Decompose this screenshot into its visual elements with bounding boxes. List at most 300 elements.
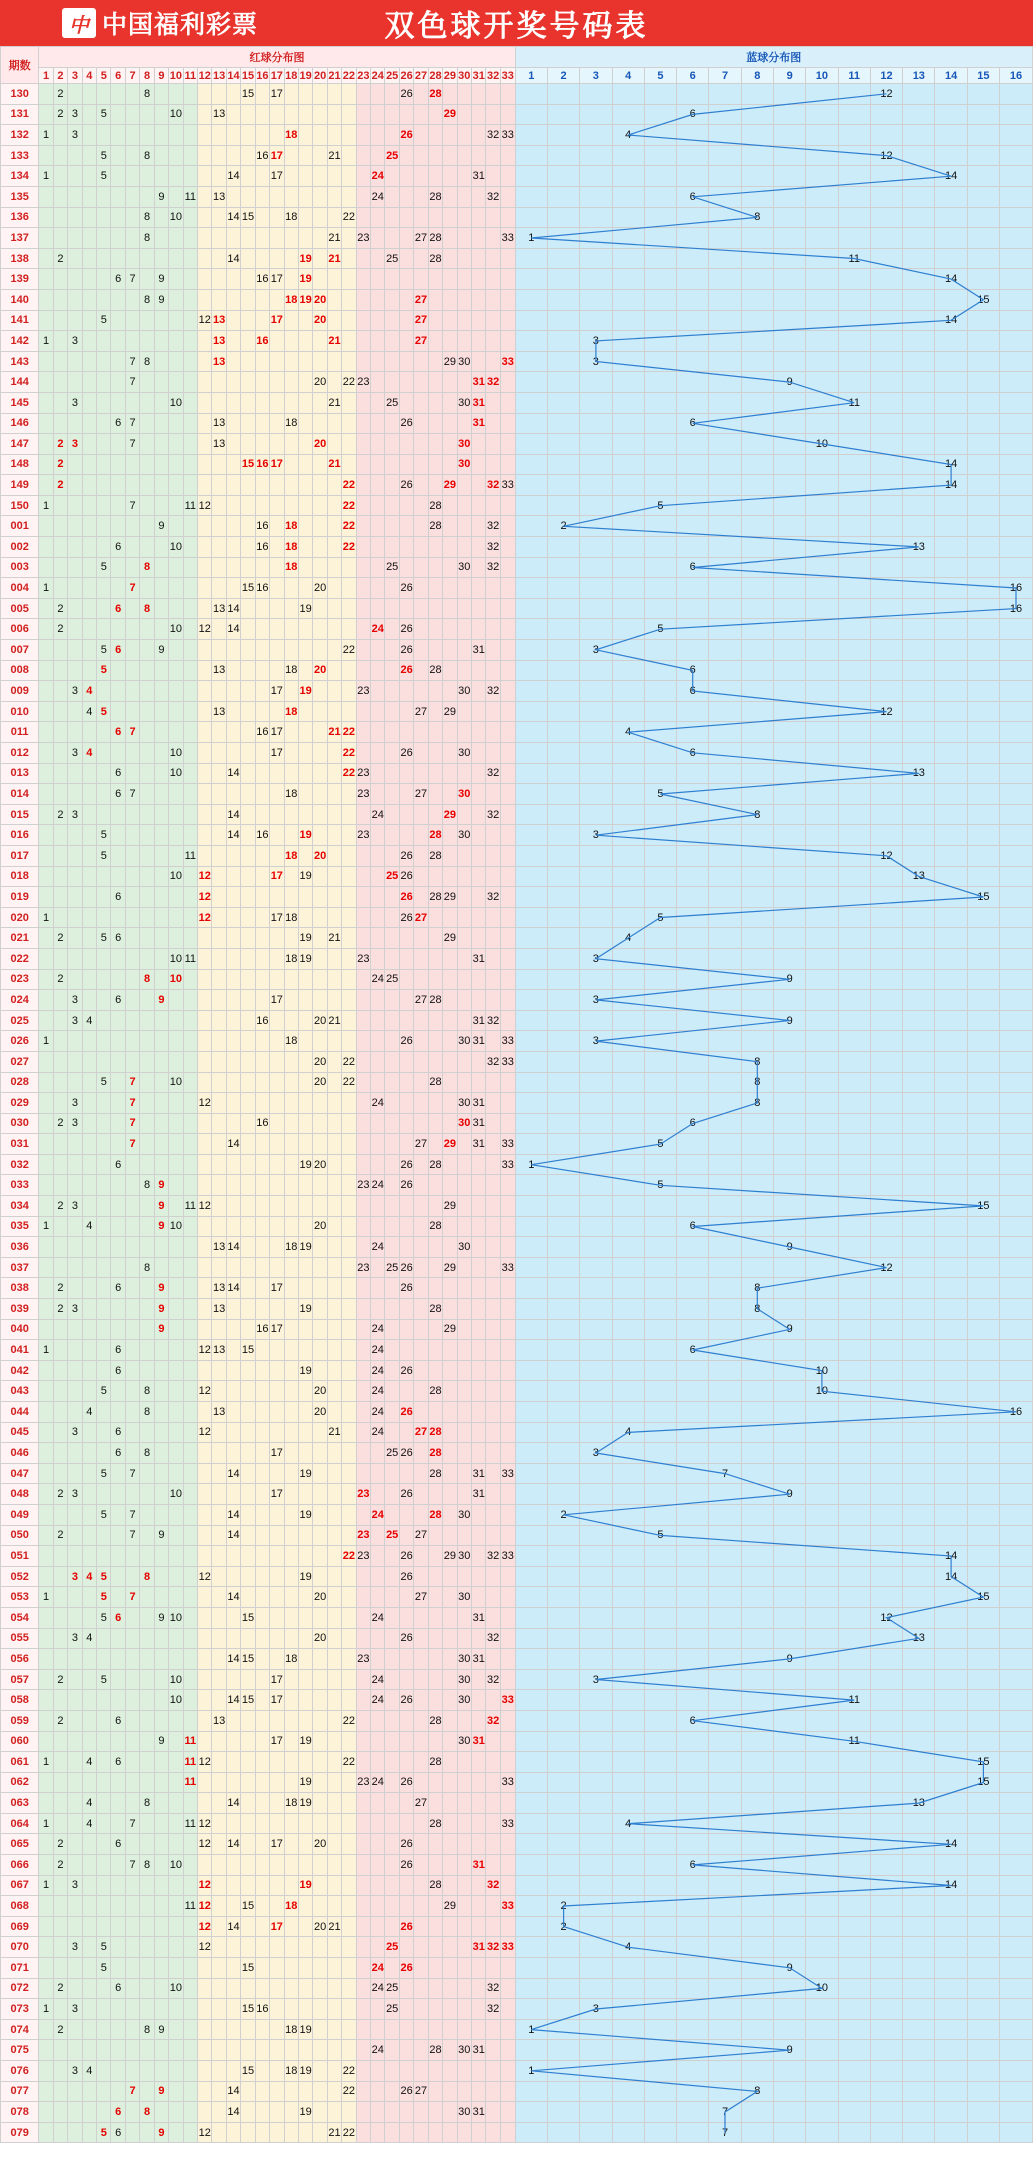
red-ball-20: 20 [313, 289, 327, 310]
red-ball-12: 12 [198, 1875, 212, 1896]
red-empty-13 [212, 578, 226, 599]
blue-empty-5 [644, 186, 676, 207]
blue-empty-2 [547, 845, 579, 866]
issue-cell: 012 [1, 743, 39, 764]
red-empty-23 [356, 1999, 370, 2020]
table-row[interactable] [1, 640, 1033, 661]
red-empty-12 [198, 598, 212, 619]
red-empty-15 [241, 516, 255, 537]
red-empty-5 [97, 1690, 111, 1711]
blue-empty-10 [806, 495, 838, 516]
blue-empty-8 [741, 1422, 773, 1443]
table-row[interactable] [1, 1443, 1033, 1464]
red-empty-21 [327, 1257, 341, 1278]
table-row[interactable] [1, 722, 1033, 743]
blue-ball-5: 5 [644, 1525, 676, 1546]
red-empty-7 [125, 1690, 139, 1711]
red-empty-23 [356, 537, 370, 558]
red-ball-32: 32 [486, 1978, 500, 1999]
red-empty-1 [39, 990, 53, 1011]
blue-empty-10 [806, 1628, 838, 1649]
red-empty-32 [486, 1113, 500, 1134]
red-empty-15 [241, 990, 255, 1011]
blue-empty-5 [644, 1587, 676, 1608]
table-row[interactable] [1, 1360, 1033, 1381]
table-row[interactable] [1, 248, 1033, 269]
table-row[interactable] [1, 495, 1033, 516]
table-row[interactable] [1, 1525, 1033, 1546]
red-empty-19 [298, 125, 312, 146]
blue-empty-5 [644, 84, 676, 105]
red-empty-18 [284, 1690, 298, 1711]
red-empty-4 [82, 1607, 96, 1628]
table-row[interactable] [1, 1463, 1033, 1484]
red-empty-20 [313, 1319, 327, 1340]
blue-empty-11 [838, 1875, 870, 1896]
table-row[interactable] [1, 557, 1033, 578]
table-row[interactable] [1, 1813, 1033, 1834]
red-empty-4 [82, 413, 96, 434]
table-row[interactable] [1, 1587, 1033, 1608]
blue-empty-10 [806, 825, 838, 846]
table-row[interactable] [1, 1257, 1033, 1278]
blue-empty-11 [838, 125, 870, 146]
table-row[interactable] [1, 825, 1033, 846]
blue-empty-10 [806, 598, 838, 619]
blue-empty-1 [515, 784, 547, 805]
table-row[interactable] [1, 1916, 1033, 1937]
red-ball-16: 16 [255, 537, 269, 558]
table-row[interactable] [1, 1196, 1033, 1217]
red-empty-25 [385, 1154, 399, 1175]
table-row[interactable] [1, 681, 1033, 702]
red-ball-28: 28 [428, 186, 442, 207]
table-row[interactable] [1, 351, 1033, 372]
table-row[interactable] [1, 1113, 1033, 1134]
table-row[interactable] [1, 1896, 1033, 1917]
red-empty-13 [212, 537, 226, 558]
blue-empty-8 [741, 948, 773, 969]
table-row[interactable] [1, 1649, 1033, 1670]
blue-empty-14 [935, 1649, 967, 1670]
red-empty-14 [226, 1051, 240, 1072]
table-row[interactable] [1, 269, 1033, 290]
red-empty-31 [472, 681, 486, 702]
blue-empty-7 [709, 1793, 741, 1814]
table-row[interactable] [1, 887, 1033, 908]
red-empty-8 [140, 475, 154, 496]
blue-empty-16 [1000, 1113, 1033, 1134]
red-empty-24 [371, 1196, 385, 1217]
table-row[interactable] [1, 1772, 1033, 1793]
red-empty-28 [428, 1916, 442, 1937]
table-row[interactable] [1, 804, 1033, 825]
blue-ball-3: 3 [580, 825, 612, 846]
table-row[interactable] [1, 1072, 1033, 1093]
table-row[interactable] [1, 1669, 1033, 1690]
red-ball-32: 32 [486, 475, 500, 496]
table-row[interactable] [1, 866, 1033, 887]
red-empty-5 [97, 1772, 111, 1793]
table-row[interactable] [1, 619, 1033, 640]
table-row[interactable] [1, 331, 1033, 352]
red-empty-19 [298, 1196, 312, 1217]
blue-empty-12 [870, 1752, 902, 1773]
red-empty-27 [414, 2040, 428, 2061]
red-empty-32 [486, 1916, 500, 1937]
table-row[interactable] [1, 1546, 1033, 1567]
red-empty-21 [327, 495, 341, 516]
red-empty-20 [313, 722, 327, 743]
blue-empty-16 [1000, 1649, 1033, 1670]
blue-empty-16 [1000, 1937, 1033, 1958]
red-empty-12 [198, 1010, 212, 1031]
red-ball-20: 20 [313, 1072, 327, 1093]
red-empty-24 [371, 392, 385, 413]
red-empty-24 [371, 2061, 385, 2082]
blue-empty-8 [741, 969, 773, 990]
table-row[interactable] [1, 2040, 1033, 2061]
blue-empty-7 [709, 681, 741, 702]
blue-empty-5 [644, 1978, 676, 1999]
blue-empty-4 [612, 516, 644, 537]
table-row[interactable] [1, 434, 1033, 455]
red-ball-7: 7 [125, 269, 139, 290]
table-row[interactable] [1, 1566, 1033, 1587]
blue-ball-15: 15 [967, 1752, 999, 1773]
red-ball-17: 17 [270, 990, 284, 1011]
red-empty-22 [342, 1360, 356, 1381]
red-empty-15 [241, 310, 255, 331]
blue-empty-8 [741, 1546, 773, 1567]
red-empty-8 [140, 701, 154, 722]
blue-empty-15 [967, 248, 999, 269]
red-empty-1 [39, 392, 53, 413]
table-row[interactable] [1, 1134, 1033, 1155]
red-empty-7 [125, 701, 139, 722]
red-empty-31 [472, 1525, 486, 1546]
table-row[interactable] [1, 2019, 1033, 2040]
red-empty-10 [169, 248, 183, 269]
red-empty-3 [68, 1649, 82, 1670]
blue-empty-1 [515, 907, 547, 928]
red-empty-17 [270, 1566, 284, 1587]
table-row[interactable] [1, 2061, 1033, 2082]
table-row[interactable] [1, 166, 1033, 187]
table-row[interactable] [1, 1958, 1033, 1979]
red-ball-25: 25 [385, 1978, 399, 1999]
issue-cell: 067 [1, 1875, 39, 1896]
red-empty-2 [53, 331, 67, 352]
blue-empty-14 [935, 1463, 967, 1484]
table-row[interactable] [1, 1093, 1033, 1114]
red-empty-26 [399, 804, 413, 825]
table-row[interactable] [1, 701, 1033, 722]
blue-empty-7 [709, 125, 741, 146]
table-row[interactable] [1, 310, 1033, 331]
red-empty-20 [313, 825, 327, 846]
red-ball-32: 32 [486, 681, 500, 702]
table-row[interactable] [1, 372, 1033, 393]
table-row[interactable] [1, 1710, 1033, 1731]
blue-empty-6 [677, 1628, 709, 1649]
red-empty-31 [472, 1319, 486, 1340]
blue-empty-13 [903, 454, 935, 475]
table-row[interactable] [1, 1216, 1033, 1237]
red-ball-11: 11 [183, 495, 197, 516]
red-empty-6 [111, 104, 125, 125]
table-row[interactable] [1, 1628, 1033, 1649]
blue-empty-4 [612, 1484, 644, 1505]
red-ball-29: 29 [443, 475, 457, 496]
red-empty-31 [472, 1546, 486, 1567]
table-row[interactable] [1, 1402, 1033, 1423]
blue-empty-7 [709, 1010, 741, 1031]
table-row[interactable] [1, 1422, 1033, 1443]
red-empty-7 [125, 331, 139, 352]
red-empty-16 [255, 1916, 269, 1937]
red-empty-14 [226, 1319, 240, 1340]
red-empty-13 [212, 2040, 226, 2061]
red-ball-10: 10 [169, 392, 183, 413]
blue-empty-11 [838, 1340, 870, 1361]
red-empty-29 [443, 1031, 457, 1052]
red-empty-16 [255, 1628, 269, 1649]
red-empty-18 [284, 866, 298, 887]
table-row[interactable] [1, 845, 1033, 866]
red-empty-8 [140, 1196, 154, 1217]
red-empty-18 [284, 392, 298, 413]
red-empty-13 [212, 557, 226, 578]
table-row[interactable] [1, 516, 1033, 537]
table-row[interactable] [1, 228, 1033, 249]
table-row[interactable] [1, 784, 1033, 805]
red-empty-32 [486, 1587, 500, 1608]
red-ball-13: 13 [212, 1710, 226, 1731]
red-empty-5 [97, 1175, 111, 1196]
blue-empty-7 [709, 331, 741, 352]
blue-empty-8 [741, 1978, 773, 1999]
red-empty-18 [284, 598, 298, 619]
table-row[interactable] [1, 1175, 1033, 1196]
blue-empty-16 [1000, 1875, 1033, 1896]
table-row[interactable] [1, 1154, 1033, 1175]
table-row[interactable] [1, 1731, 1033, 1752]
blue-empty-16 [1000, 1175, 1033, 1196]
red-empty-18 [284, 1834, 298, 1855]
blue-empty-15 [967, 948, 999, 969]
red-empty-31 [472, 207, 486, 228]
red-empty-27 [414, 681, 428, 702]
table-row[interactable] [1, 1875, 1033, 1896]
red-empty-4 [82, 928, 96, 949]
table-row[interactable] [1, 660, 1033, 681]
table-row[interactable] [1, 186, 1033, 207]
red-empty-4 [82, 475, 96, 496]
blue-empty-4 [612, 660, 644, 681]
issue-cell: 143 [1, 351, 39, 372]
table-row[interactable] [1, 743, 1033, 764]
table-row[interactable] [1, 289, 1033, 310]
table-row[interactable] [1, 1010, 1033, 1031]
red-ball-16: 16 [255, 1319, 269, 1340]
issue-cell: 032 [1, 1154, 39, 1175]
red-empty-29 [443, 1628, 457, 1649]
table-row[interactable] [1, 454, 1033, 475]
blue-empty-3 [580, 104, 612, 125]
table-row[interactable] [1, 1278, 1033, 1299]
red-empty-9 [154, 1443, 168, 1464]
table-row[interactable] [1, 928, 1033, 949]
red-empty-32 [486, 1690, 500, 1711]
red-empty-5 [97, 516, 111, 537]
table-row[interactable] [1, 1504, 1033, 1525]
table-row[interactable] [1, 1607, 1033, 1628]
table-row[interactable] [1, 413, 1033, 434]
red-ball-23: 23 [356, 825, 370, 846]
table-row[interactable] [1, 598, 1033, 619]
red-empty-25 [385, 1484, 399, 1505]
blue-empty-6 [677, 784, 709, 805]
table-row[interactable] [1, 145, 1033, 166]
red-empty-21 [327, 1196, 341, 1217]
red-empty-28 [428, 804, 442, 825]
table-row[interactable] [1, 1031, 1033, 1052]
red-empty-24 [371, 763, 385, 784]
blue-empty-6 [677, 2061, 709, 2082]
blue-ball-13: 13 [903, 866, 935, 887]
blue-empty-16 [1000, 557, 1033, 578]
red-empty-4 [82, 990, 96, 1011]
red-empty-31 [472, 1958, 486, 1979]
red-empty-23 [356, 1010, 370, 1031]
blue-empty-15 [967, 125, 999, 146]
blue-empty-9 [773, 887, 805, 908]
red-ball-24: 24 [371, 1093, 385, 1114]
red-empty-13 [212, 207, 226, 228]
red-empty-29 [443, 166, 457, 187]
red-empty-27 [414, 2019, 428, 2040]
red-ball-14: 14 [226, 598, 240, 619]
red-empty-16 [255, 701, 269, 722]
blue-empty-6 [677, 125, 709, 146]
red-ball-30: 30 [457, 1093, 471, 1114]
red-empty-14 [226, 681, 240, 702]
blue-empty-13 [903, 1504, 935, 1525]
table-row[interactable] [1, 990, 1033, 1011]
blue-empty-9 [773, 125, 805, 146]
red-ball-30: 30 [457, 1649, 471, 1670]
blue-empty-13 [903, 660, 935, 681]
table-row[interactable] [1, 1340, 1033, 1361]
blue-empty-11 [838, 1834, 870, 1855]
table-row[interactable] [1, 1999, 1033, 2020]
blue-empty-1 [515, 1607, 547, 1628]
red-empty-9 [154, 166, 168, 187]
blue-empty-9 [773, 1731, 805, 1752]
table-row[interactable] [1, 1834, 1033, 1855]
blue-empty-14 [935, 1340, 967, 1361]
blue-empty-16 [1000, 2019, 1033, 2040]
table-row[interactable] [1, 537, 1033, 558]
table-row[interactable] [1, 392, 1033, 413]
red-empty-23 [356, 640, 370, 661]
table-row[interactable] [1, 475, 1033, 496]
table-row[interactable] [1, 763, 1033, 784]
red-empty-17 [270, 1937, 284, 1958]
table-row[interactable] [1, 948, 1033, 969]
table-row[interactable] [1, 84, 1033, 105]
table-row[interactable] [1, 907, 1033, 928]
red-empty-27 [414, 1813, 428, 1834]
blue-empty-1 [515, 351, 547, 372]
red-empty-24 [371, 495, 385, 516]
blue-empty-2 [547, 1731, 579, 1752]
blue-empty-11 [838, 1113, 870, 1134]
red-empty-30 [457, 289, 471, 310]
table-row[interactable] [1, 1051, 1033, 1072]
table-row[interactable] [1, 1978, 1033, 1999]
red-empty-1 [39, 1196, 53, 1217]
table-row[interactable] [1, 1237, 1033, 1258]
blue-empty-13 [903, 516, 935, 537]
red-empty-23 [356, 598, 370, 619]
red-empty-33 [500, 969, 515, 990]
blue-empty-9 [773, 907, 805, 928]
blue-empty-6 [677, 1422, 709, 1443]
blue-empty-6 [677, 1010, 709, 1031]
red-empty-29 [443, 1402, 457, 1423]
table-row[interactable] [1, 1690, 1033, 1711]
table-row[interactable] [1, 207, 1033, 228]
blue-empty-1 [515, 1134, 547, 1155]
blue-empty-16 [1000, 516, 1033, 537]
blue-empty-13 [903, 1587, 935, 1608]
table-row[interactable] [1, 1855, 1033, 1876]
table-row[interactable] [1, 125, 1033, 146]
table-row[interactable] [1, 578, 1033, 599]
red-empty-19 [298, 516, 312, 537]
blue-empty-9 [773, 1978, 805, 1999]
red-empty-25 [385, 1010, 399, 1031]
red-empty-27 [414, 1072, 428, 1093]
table-row[interactable] [1, 1752, 1033, 1773]
red-empty-21 [327, 557, 341, 578]
red-empty-12 [198, 434, 212, 455]
table-row[interactable] [1, 1937, 1033, 1958]
red-empty-27 [414, 1669, 428, 1690]
red-empty-3 [68, 1072, 82, 1093]
table-row[interactable] [1, 1484, 1033, 1505]
red-empty-33 [500, 1731, 515, 1752]
table-row[interactable] [1, 1299, 1033, 1320]
red-empty-27 [414, 1484, 428, 1505]
red-empty-12 [198, 413, 212, 434]
red-empty-4 [82, 1360, 96, 1381]
table-row[interactable] [1, 104, 1033, 125]
table-row[interactable] [1, 969, 1033, 990]
table-row[interactable] [1, 1793, 1033, 1814]
red-ball-31: 31 [472, 640, 486, 661]
table-row[interactable] [1, 1319, 1033, 1340]
table-row[interactable] [1, 1381, 1033, 1402]
red-empty-27 [414, 1257, 428, 1278]
blue-empty-9 [773, 434, 805, 455]
red-ball-18: 18 [284, 413, 298, 434]
red-empty-19 [298, 1402, 312, 1423]
red-ball-13: 13 [212, 1237, 226, 1258]
red-empty-27 [414, 351, 428, 372]
